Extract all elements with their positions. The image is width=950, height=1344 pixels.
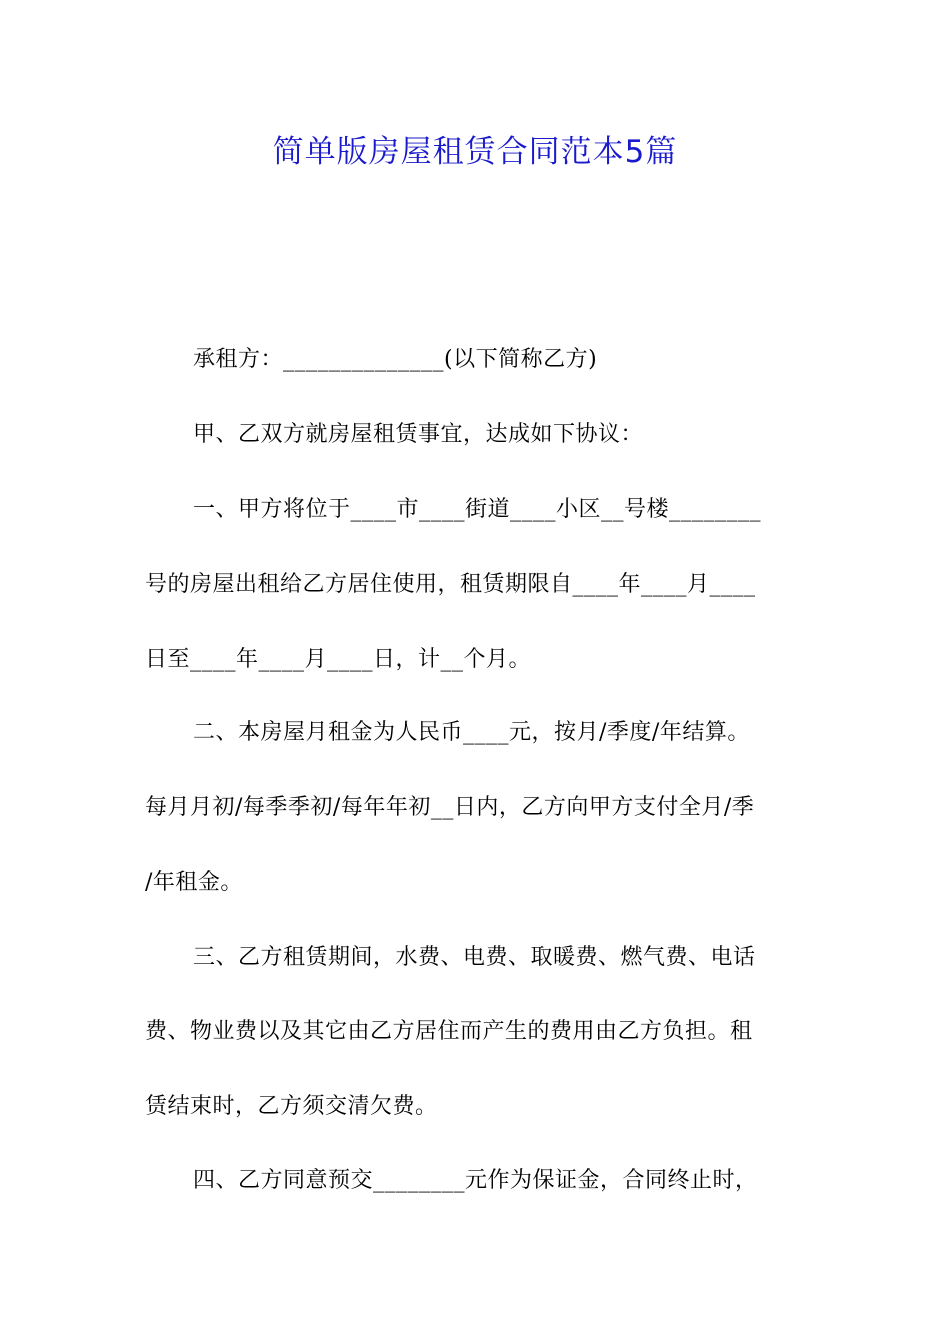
body-line-3: 一、甲方将位于____市____街道____小区__号楼________ [193, 497, 762, 522]
document-title: 简单版房屋租赁合同范本5篇 [272, 134, 678, 170]
body-line-8: /年租金。 [145, 870, 243, 895]
body-line-11: 赁结束时，乙方须交清欠费。 [145, 1094, 438, 1119]
body-line-10: 费、物业费以及其它由乙方居住而产生的费用由乙方负担。租 [145, 1019, 753, 1044]
body-line-5: 日至____年____月____日，计__个月。 [145, 647, 532, 672]
body-line-7: 每月月初/每季季初/每年年初__日内，乙方向甲方支付全月/季 [145, 795, 755, 820]
body-line-12: 四、乙方同意预交________元作为保证金，合同终止时， [193, 1168, 758, 1193]
body-line-9: 三、乙方租赁期间，水费、电费、取暖费、燃气费、电话 [193, 945, 756, 970]
body-line-2: 甲、乙双方就房屋租赁事宜，达成如下协议： [193, 422, 644, 447]
body-line-6: 二、本房屋月租金为人民币____元，按月/季度/年结算。 [193, 720, 750, 745]
body-line-1: 承租方：______________(以下简称乙方) [193, 347, 598, 372]
body-line-4: 号的房屋出租给乙方居住使用，租赁期限自____年____月____ [145, 572, 756, 597]
